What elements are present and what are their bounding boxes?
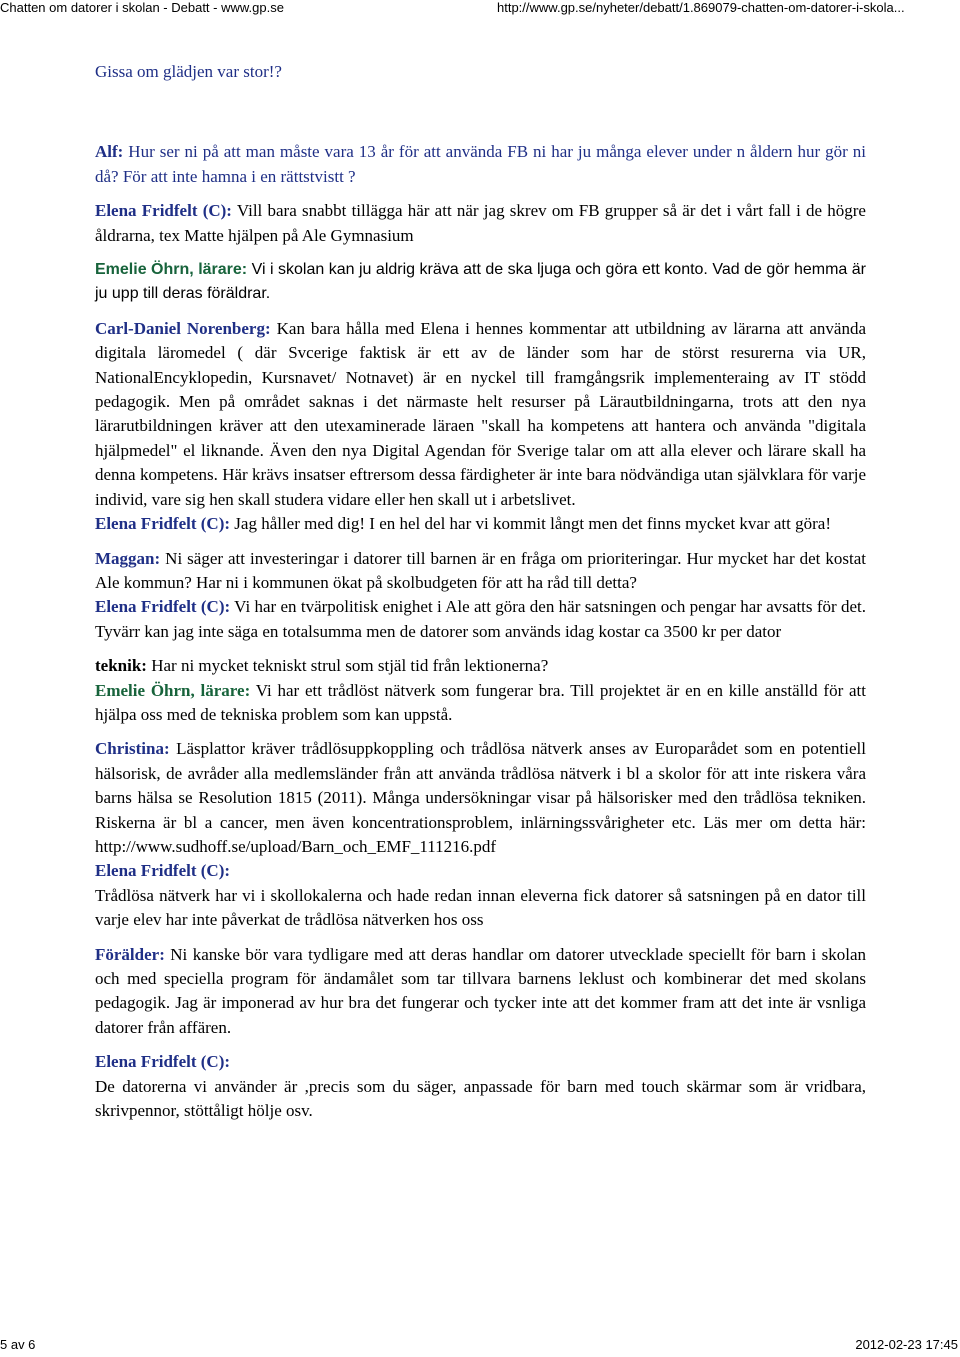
chat-message	[95, 317, 866, 512]
message-text: Gissa om glädjen var stor!?	[95, 62, 282, 81]
chat-message	[95, 654, 866, 678]
speaker-name: Alf:	[95, 142, 124, 162]
message-text: Vi har ett trådlöst nätverk som fungerar bra. Till projektet är en en kille anställd för att hjälpa oss med de tekniska problem som kan uppstå.	[95, 680, 866, 724]
chat-message	[95, 199, 866, 248]
speaker-name: Elena Fridfelt (C):	[95, 514, 231, 534]
page-footer	[0, 1337, 960, 1357]
chat-message	[95, 140, 866, 189]
print-timestamp: 2012-02-23 17:45	[855, 1337, 958, 1352]
message-text: Trådlösa nätverk har vi i skollokalerna och hade redan innan eleverna fick datorer så satsningen på en dator till varje elev har inte påverkat de trådlösa nätverken hos oss	[95, 885, 866, 930]
message-text: Jag håller med dig! I en hel del har vi kommit långt men det finns mycket kvar att göra!	[230, 514, 831, 534]
page-title: Chatten om datorer i skolan - Debatt - www.gp.se	[0, 0, 284, 15]
speaker-name: Emelie Öhrn, lärare:	[95, 261, 248, 279]
chat-message	[95, 512, 866, 536]
message-text: Ni säger att investeringar i datorer till barnen är en fråga om prioriteringar. Hur mycket har det kostat Ale kommun? Har ni i kommunen ökat på skolbudgeten för att ha råd till detta?	[95, 548, 866, 592]
speaker-name: Emelie Öhrn, lärare:	[95, 680, 251, 700]
chat-message	[95, 679, 866, 728]
chat-transcript	[95, 60, 866, 1123]
page-url[interactable]: http://www.gp.se/nyheter/debatt/1.869079-chatten-om-datorer-i-skola...	[497, 0, 905, 15]
message-text: Vi i skolan kan ju aldrig kräva att de ska ljuga och göra ett konto. Vad de gör hemma är ju upp till deras föräldrar.	[95, 261, 866, 303]
chat-message	[95, 943, 866, 1041]
speaker-name: teknik:	[95, 656, 147, 676]
chat-message	[95, 258, 866, 307]
chat-message	[95, 547, 866, 596]
speaker-name: Carl-Daniel Norenberg:	[95, 318, 271, 338]
message-text: Ni kanske bör vara tydligare med att deras handlar om datorer utvecklade speciellt för barn i skolan och med speciella program för ändamålet som tar tillvara barnens leklust och kombinerar det med skolans pedagogik. Jag är imponerad av hur bra det fungerar och tycker inte att det kommer fram att det inte är vsnliga datorer från affären.	[95, 944, 866, 1037]
speaker-name: Maggan:	[95, 548, 161, 568]
message-text: Har ni mycket tekniskt strul som stjäl tid från lektionerna?	[146, 656, 549, 676]
chat-message	[95, 737, 866, 859]
message-text: Läsplattor kräver trådlösuppkoppling och trådlösa nätverk anses av Europarådet som en potentiell hälsorisk, de avråder alla medlemsländer från att använda trådlösa nätverk i bl a skolor för att inte riskera våra barns hälsa se Resolution 1815 (2011). Många undersökningar visar på hälsorisker med den trådlösa tekniken. Riskerna är bl a cancer, men även koncentrationsproblem, inlärningssvårigheter etc. Läs mer om detta här: http://www.sudhoff.se/upload/Barn_och_EMF_111216.pdf	[95, 739, 866, 856]
message-text: Vill bara snabbt tillägga här att när jag skrev om FB grupper så är det i vårt fall i de högre åldrarna, tex Matte hjälpen på Ale Gymnasium	[95, 201, 866, 245]
page-header	[0, 0, 960, 20]
message-text: Hur ser ni på att man måste vara 13 år för att använda FB ni har ju många elever under n åldern hur gör ni då? För att inte hamna i en rättstvistt ?	[95, 142, 866, 186]
speaker-name: Elena Fridfelt (C):	[95, 861, 231, 881]
speaker-name: Förälder:	[95, 944, 165, 964]
chat-message	[95, 60, 866, 84]
speaker-name: Elena Fridfelt (C):	[95, 597, 231, 617]
speaker-name: Elena Fridfelt (C):	[95, 201, 232, 221]
speaker-name: Christina:	[95, 739, 170, 759]
chat-message	[95, 1050, 866, 1074]
message-text: Vi har en tvärpolitisk enighet i Ale att göra den här satsningen och pengar har avsatts för det. Tyvärr kan jag inte säga en totalsumma men de datorer som används idag kostar ca 3500 kr per dator	[95, 597, 866, 641]
chat-message	[95, 1075, 866, 1124]
chat-message	[95, 595, 866, 644]
page-number: 5 av 6	[0, 1337, 36, 1352]
message-text: De datorerna vi använder är ,precis som du säger, anpassade för barn med touch skärmar som är vridbara, skrivpennor, stöttåligt hölje osv.	[95, 1076, 866, 1121]
chat-message	[95, 884, 866, 933]
message-text: Kan bara hålla med Elena i hennes kommentar att utbildning av lärarna att använda digitala läromedel ( där Svcerige faktisk är ett av de länder som har de störst resurerna via UR, NationalEncyklopedin, Kursnavet/ Notnavet) är en nyckel till framgångsrik implementeraing av IT stödd pedagogik. Men på området saknas i det närmaste helt resurser på Lärautbildningarna, trots att den nya lärarutbildningen kräver att den utexaminerade läraen "skall ha kompetens att hantera och använda "digitala hjälpmedel" el liknande. Även den nya Digital Agendan för Sverige talar om att alla elever och lärare skall ha denna kompetens. Här krävs insatser eftrersom dessa färdigheter är inte bara nödvändiga utan självklara för varje individ, vare sig hen skall studera vidare eller hen skall ut i arbetslivet.	[95, 318, 867, 509]
chat-message	[95, 859, 866, 883]
speaker-name: Elena Fridfelt (C):	[95, 1052, 231, 1072]
